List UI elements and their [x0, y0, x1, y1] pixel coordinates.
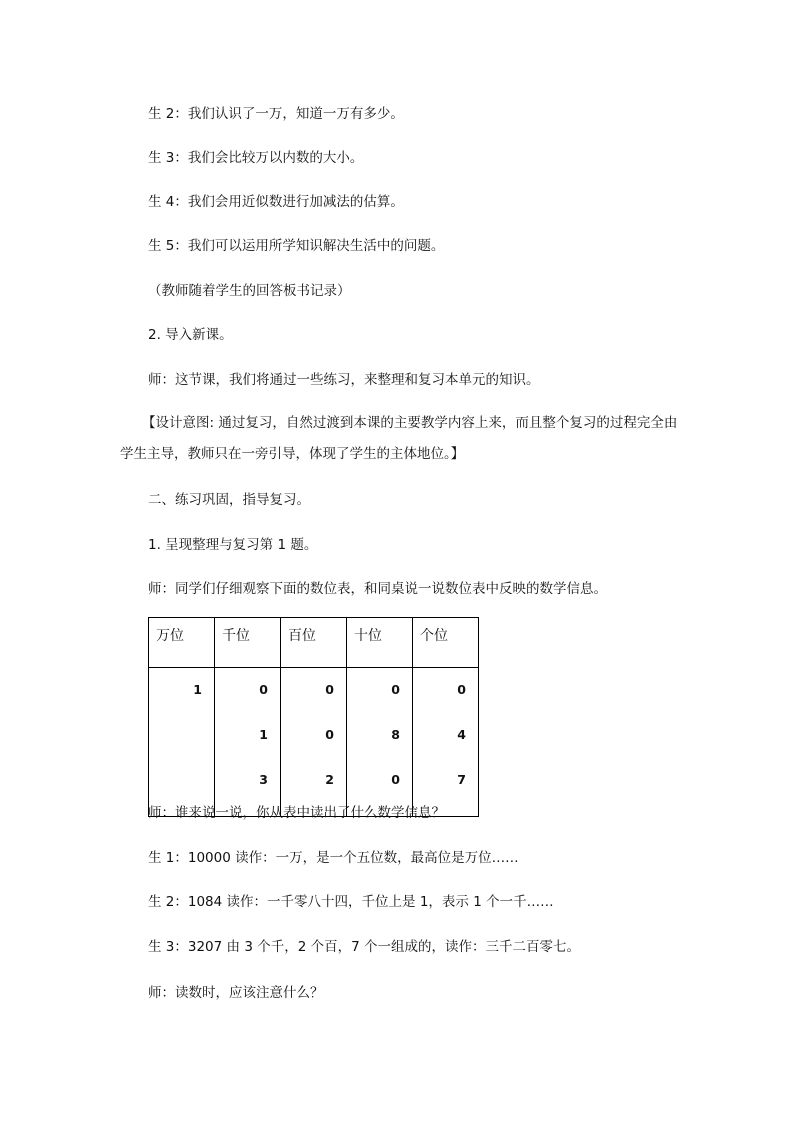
- digit: 7: [457, 772, 466, 787]
- design-intent-note: 【设计意图: 通过复习，自然过渡到本课的主要教学内容上来，而且整个复习的过程完全由学生主导，教师只在一旁引导，体现了学生的主体地位。】: [120, 415, 678, 462]
- teacher-note-line: （教师随着学生的回答板书记录）: [148, 283, 351, 299]
- digit: 0: [457, 682, 466, 697]
- header-tens: 十位: [347, 618, 413, 668]
- digit: 0: [391, 682, 400, 697]
- digit: 0: [325, 727, 334, 742]
- header-ten-thousands: 万位: [149, 618, 215, 668]
- part-2-heading: 二、练习巩固，指导复习。: [148, 492, 310, 508]
- student-5-line: 生 5：我们可以运用所学知识解决生活中的问题。: [148, 238, 445, 254]
- teacher-question-line: 师：谁来说一说，你从表中读出了什么数学信息？: [148, 805, 445, 821]
- place-value-table: [148, 617, 479, 817]
- digit: 0: [325, 682, 334, 697]
- header-ones: 个位: [413, 618, 479, 668]
- student-3-answer: 生 3：3207 由 3 个千，2 个百，7 个一组成的，读作：三千二百零七。: [148, 939, 580, 955]
- digit: 8: [391, 727, 400, 742]
- table-header-row: [149, 618, 479, 668]
- digit: 3: [259, 772, 268, 787]
- digit: 0: [259, 682, 268, 697]
- exercise-1-heading: 1. 呈现整理与复习第 1 题。: [148, 537, 318, 553]
- student-2-line: 生 2：我们认识了一万，知道一万有多少。: [148, 106, 404, 122]
- column-ones: [413, 668, 479, 817]
- teacher-followup-question: 师：读数时，应该注意什么？: [148, 985, 324, 1001]
- header-hundreds: 百位: [281, 618, 347, 668]
- digit: 0: [391, 772, 400, 787]
- column-ten-thousands: [149, 668, 215, 817]
- section-2-heading: 2. 导入新课。: [148, 327, 233, 343]
- column-hundreds: [281, 668, 347, 817]
- digit: 1: [193, 682, 202, 697]
- column-thousands: [215, 668, 281, 817]
- digit: 4: [457, 727, 466, 742]
- table-row: [149, 668, 479, 817]
- student-2-answer: 生 2：1084 读作：一千零八十四，千位上是 1，表示 1 个一千……: [148, 894, 554, 910]
- header-thousands: 千位: [215, 618, 281, 668]
- digit: 2: [325, 772, 334, 787]
- column-tens: [347, 668, 413, 817]
- student-4-line: 生 4：我们会用近似数进行加减法的估算。: [148, 194, 404, 210]
- student-1-answer: 生 1：10000 读作：一万，是一个五位数，最高位是万位……: [148, 850, 519, 866]
- digit: [149, 725, 202, 770]
- teacher-instruction-line: 师：同学们仔细观察下面的数位表，和同桌说一说数位表中反映的数学信息。: [148, 581, 607, 597]
- teacher-intro-line: 师：这节课，我们将通过一些练习，来整理和复习本单元的知识。: [148, 372, 540, 388]
- student-3-line: 生 3：我们会比较万以内数的大小。: [148, 150, 364, 166]
- digit: 1: [259, 727, 268, 742]
